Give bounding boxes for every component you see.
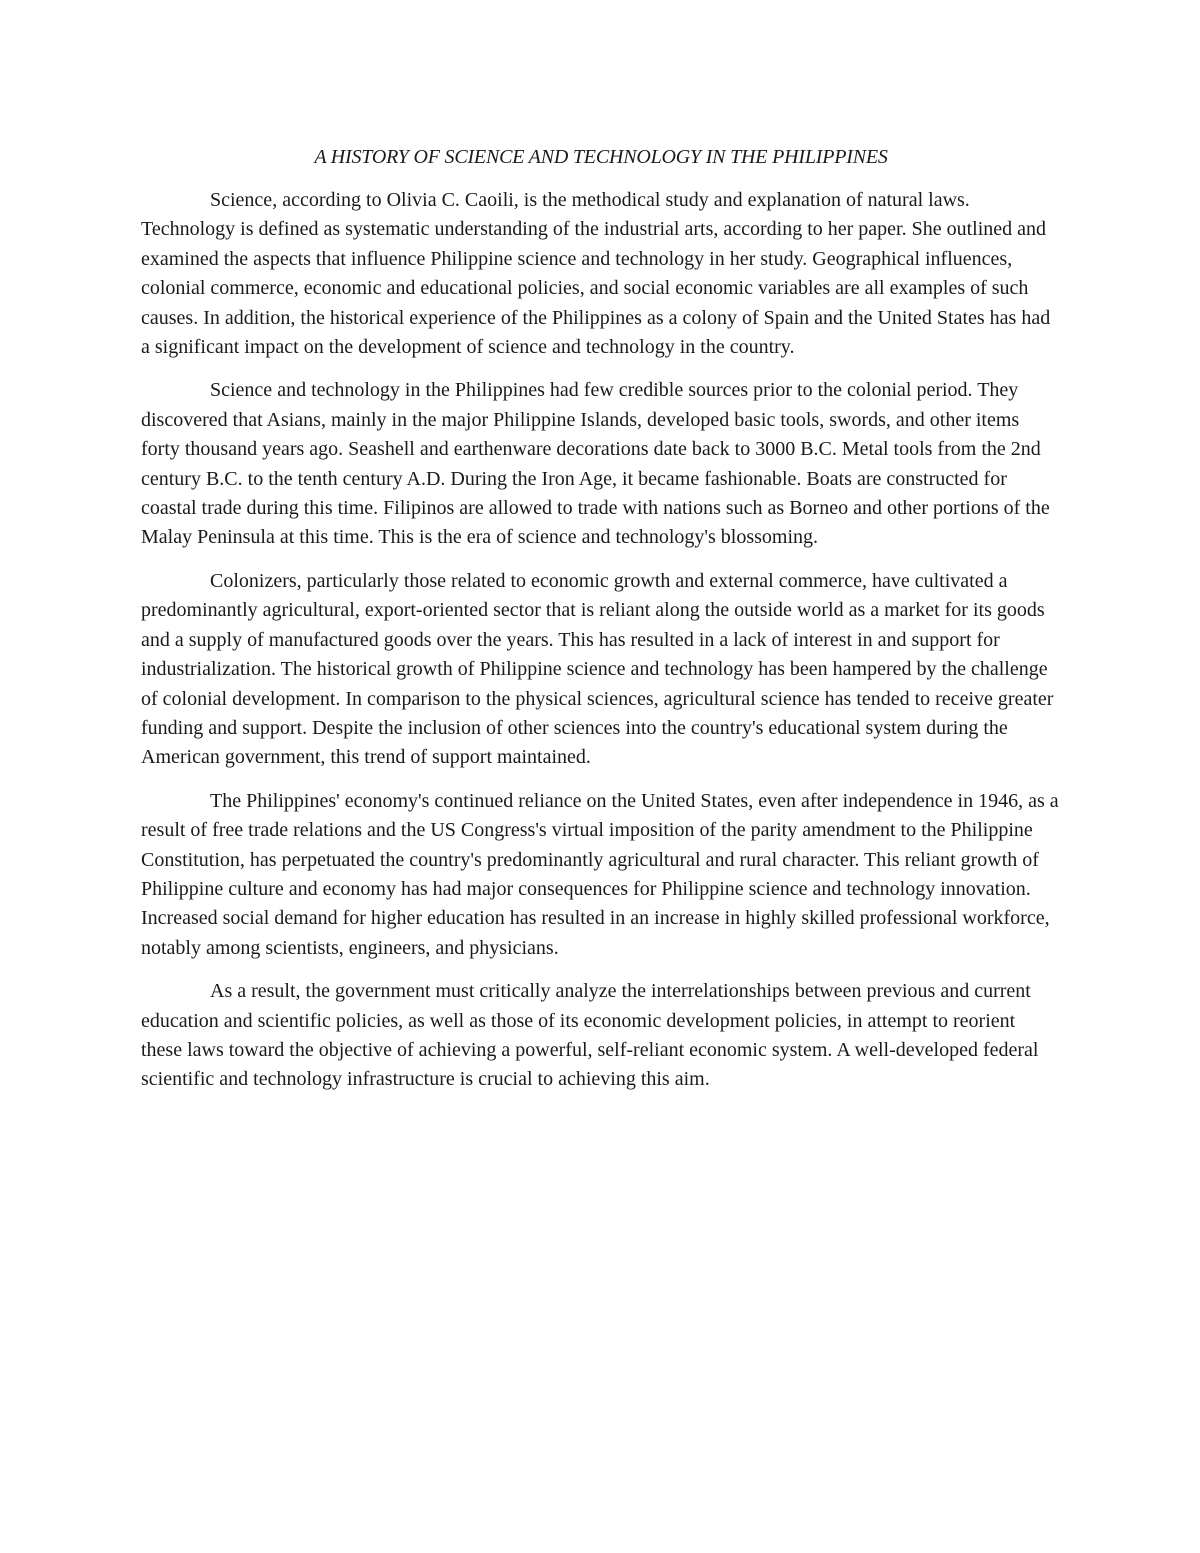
- paragraph-5: As a result, the government must critically analyze the interrelationships between previous and current education and scientific policies, as well as those of its economic development policies, in attempt to reorient these laws toward the objective of achieving a powerful, self-reliant economic system. A well-developed federal scientific and technology infrastructure is crucial to achieving this aim.: [141, 980, 1039, 1091]
- document-page: [141, 142, 1061, 1109]
- document-title: A HISTORY OF SCIENCE AND TECHNOLOGY IN THE PHILIPPINES: [314, 146, 888, 168]
- paragraph-4: The Philippines' economy's continued reliance on the United States, even after independence in 1946, as a result of free trade relations and the US Congress's virtual imposition of the parity amendment to the Philippine Constitution, has perpetuated the country's predominantly agricultural and rural character. This reliant growth of Philippine culture and economy has had major consequences for Philippine science and technology innovation. Increased social demand for higher education has resulted in an increase in highly skilled professional workforce, notably among scientists, engineers, and physicians.: [141, 789, 1059, 959]
- paragraph-2: Science and technology in the Philippines had few credible sources prior to the colonial period. They discovered that Asians, mainly in the major Philippine Islands, developed basic tools, swords, and other items forty thousand years ago. Seashell and earthenware decorations date back to 3000 B.C. Metal tools from the 2nd century B.C. to the tenth century A.D. During the Iron Age, it became fashionable. Boats are constructed for coastal trade during this time. Filipinos are allowed to trade with nations such as Borneo and other portions of the Malay Peninsula at this time. This is the era of science and technology's blossoming.: [141, 379, 1050, 549]
- paragraph-1: Science, according to Olivia C. Caoili, is the methodical study and explanation of natural laws. Technology is defined as systematic understanding of the industrial arts, according to her paper. She outlined and examined the aspects that influence Philippine science and technology in her study. Geographical influences, colonial commerce, economic and educational policies, and social economic variables are all examples of such causes. In addition, the historical experience of the Philippines as a colony of Spain and the United States has had a significant impact on the development of science and technology in the country.: [141, 189, 1051, 359]
- paragraph-3: Colonizers, particularly those related to economic growth and external commerce, have cultivated a predominantly agricultural, export-oriented sector that is reliant along the outside world as a market for its goods and a supply of manufactured goods over the years. This has resulted in a lack of interest in and support for industrialization. The historical growth of Philippine science and technology has been hampered by the challenge of colonial development. In comparison to the physical sciences, agricultural science has tended to receive greater funding and support. Despite the inclusion of other sciences into the country's educational system during the American government, this trend of support maintained.: [141, 569, 1054, 769]
